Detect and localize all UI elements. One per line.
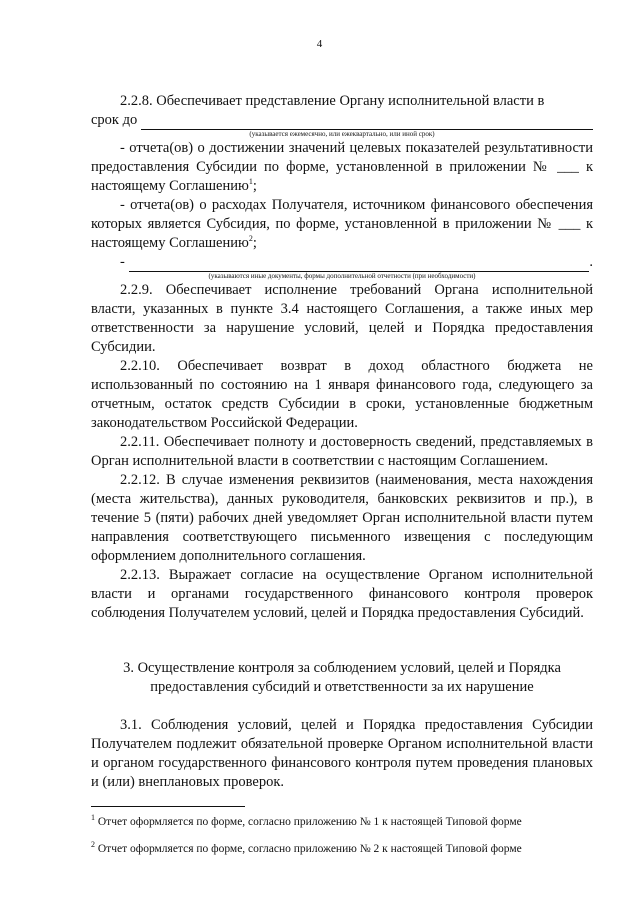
paragraph-3-1: 3.1. Соблюдения условий, целей и Порядка предоставления Субсидии Получателем подлежит обязательной проверке Органом исполнительной власти и органом государственного финансового контроля путем проведения плановых и (или) внеплановых проверок. (91, 717, 593, 790)
report-item-targets: - отчета(ов) о достижении значений целевых показателей результативности предоставления Субсидии по форме, установленной в приложении № ___ к настоящему Соглашению$^1$; (91, 140, 593, 194)
srok-label: срок до (91, 112, 138, 128)
other-documents-fill-line: - . (120, 254, 593, 270)
deadline-fill-line (91, 111, 593, 130)
deadline-note: (указывается ежемесячно, или ежеквартально, или иной срок) (249, 130, 435, 138)
footnote-separator (91, 806, 245, 807)
paragraph-2-2-13: 2.2.13. Выражает согласие на осуществление Органом исполнительной власти и органами государственного финансового контроля проверок соблюдения Получателем условий, целей и Порядка предоставления Субсидий. (91, 567, 593, 621)
section-3-heading-line-2: предоставления субсидий и ответственности за их нарушение (150, 679, 534, 695)
paragraph-2-2-11: 2.2.11. Обеспечивает полноту и достоверность сведений, представляемых в Орган исполнительной власти в соответствии с настоящим Соглашением. (91, 434, 593, 469)
page-number: 4 (316, 38, 323, 50)
other-documents-note: (указываются иные документы, формы дополнительной отчетности (при необходимости) (208, 272, 476, 280)
paragraph-2-2-9: 2.2.9. Обеспечивает исполнение требований Органа исполнительной власти, указанных в пункте 3.4 настоящего Соглашения, а также иных мер ответственности за нарушение условий, целей и Порядка предоставления Субсидии. (91, 282, 593, 355)
footnote-2: $^2$ Отчет оформляется по форме, согласно приложению № 2 к настоящей Типовой форме (91, 840, 522, 855)
footnote-ref-2: 2 (248, 234, 253, 244)
paragraph-2-2-10: 2.2.10. Обеспечивает возврат в доход областного бюджета не использованный по состоянию на 1 января финансового года, следующего за отчетным, остаток средств Субсидии в сроки, установленные бюджетным законодательством Российской Федерации. (91, 358, 593, 431)
footnote-1: $^1$ Отчет оформляется по форме, согласно приложению № 1 к настоящей Типовой форме (91, 813, 522, 828)
report-item-expenses: - отчета(ов) о расходах Получателя, источником финансового обеспечения которых является Субсидия, по форме, установленной в приложении № ___ к настоящему Соглашению$^2$; (91, 197, 593, 251)
blank-line (141, 115, 593, 130)
section-3-heading-line-1: 3. Осуществление контроля за соблюдением условий, целей и Порядка (123, 660, 561, 676)
paragraph-2-2-8-lead: 2.2.8. Обеспечивает представление Органу исполнительной власти в (120, 93, 545, 109)
paragraph-2-2-12: 2.2.12. В случае изменения реквизитов (наименования, места нахождения (места жительства), данных руководителя, банковских реквизитов и пр.), в течение 5 (пяти) рабочих дней уведомляет Орган исполнительной власти путем направления соответствующего письменного извещения с последующим оформлением дополнительного соглашения. (91, 472, 593, 564)
document-body (91, 92, 593, 792)
blank-line (129, 257, 590, 272)
footnote-ref-1: 1 (248, 177, 253, 187)
